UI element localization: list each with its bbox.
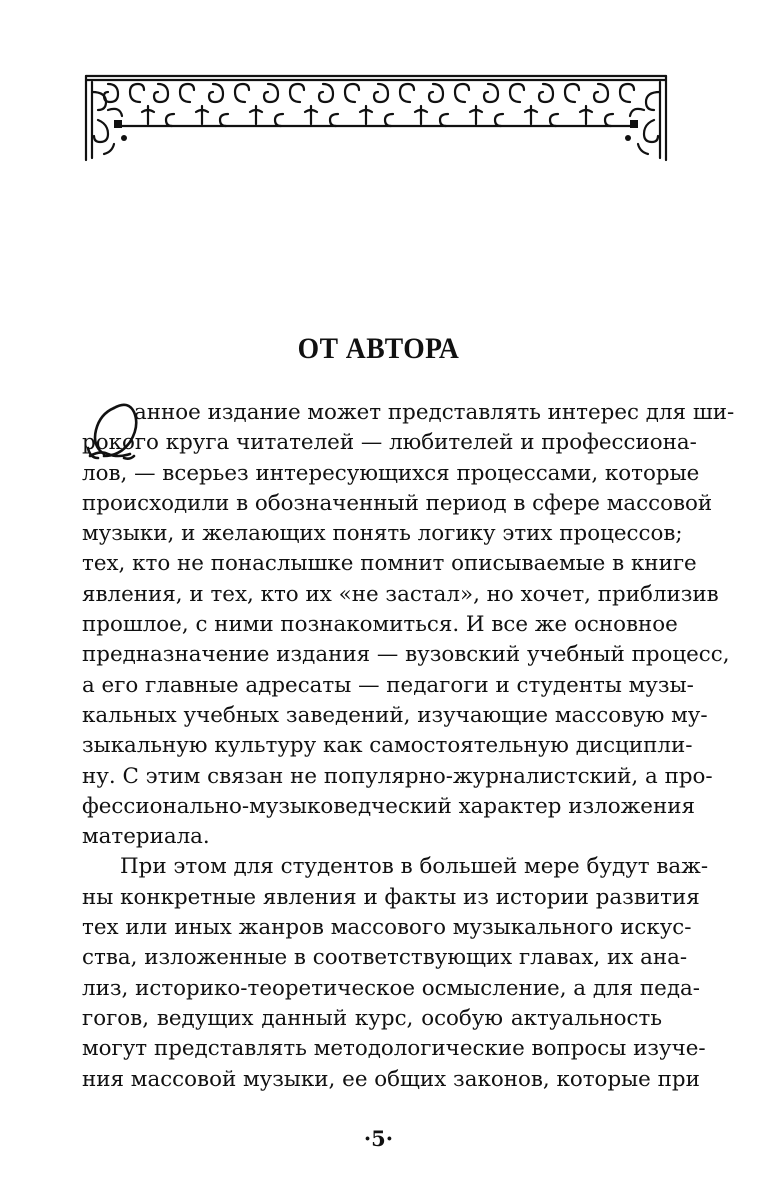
text-line: ну. С этим связан не популярно-журналистский, а про- <box>82 763 713 789</box>
text-line: фессионально-музыковедческий характер изложения <box>82 793 695 819</box>
text-line: материала. <box>82 824 210 850</box>
text-line: могут представлять методологические вопросы изуче- <box>82 1036 706 1062</box>
stem-row <box>142 106 592 124</box>
text-line: ния массовой музыки, ее общих законов, которые при <box>82 1066 700 1092</box>
section-heading: ОТ АВТОРА <box>297 332 460 365</box>
text-line: кальных учебных заведений, изучающие массовую му- <box>82 702 708 728</box>
text-line: музыки, и желающих понять логику этих процессов; <box>82 521 683 547</box>
scroll-motif-row <box>104 84 634 102</box>
text-line: явления, и тех, кто их «не застал», но хочет, приблизив <box>82 581 719 607</box>
paragraph-2 <box>82 852 709 1094</box>
paragraph-1 <box>82 398 735 852</box>
text-line: При этом для студентов в большей мере будут важ- <box>120 854 709 880</box>
text-line: ны конкретные явления и факты из истории развития <box>82 884 700 910</box>
text-line: гогов, ведущих данный курс, особую актуальность <box>82 1005 662 1031</box>
text-line: ства, изложенные в соответствующих главах, их ана- <box>82 945 688 971</box>
body-text <box>82 398 735 1095</box>
left-corner-square <box>114 120 122 128</box>
text-line: зыкальную культуру как самостоятельную дисципли- <box>82 733 693 759</box>
text-line: лиз, историко-теоретическое осмысление, а для педа- <box>82 975 700 1001</box>
drop-cap-initial <box>84 398 140 462</box>
text-line: тех, кто не понаслышке помнит описываемые в книге <box>82 551 697 577</box>
text-line: тех или иных жанров массового музыкального искус- <box>82 915 692 941</box>
page-number: ·5· <box>363 1126 394 1151</box>
text-line: а его главные адресаты — педагоги и студенты музы- <box>82 672 694 698</box>
text-line: анное издание может представлять интерес для ши- <box>134 400 735 425</box>
header-ornament <box>78 72 674 162</box>
text-line: прошлое, с ними познакомиться. И все же основное <box>82 612 678 638</box>
text-line: лов, — всерьез интересующихся процессами, которые <box>82 460 700 486</box>
text-line: предназначение издания — вузовский учебный процесс, <box>82 642 730 668</box>
text-line: происходили в обозначенный период в сфере массовой <box>82 490 713 516</box>
text-line: рокого круга читателей — любителей и профессиона- <box>82 430 697 456</box>
lower-scroll-row <box>166 114 613 126</box>
right-corner-ornament <box>630 76 666 160</box>
right-corner-square <box>630 120 638 128</box>
